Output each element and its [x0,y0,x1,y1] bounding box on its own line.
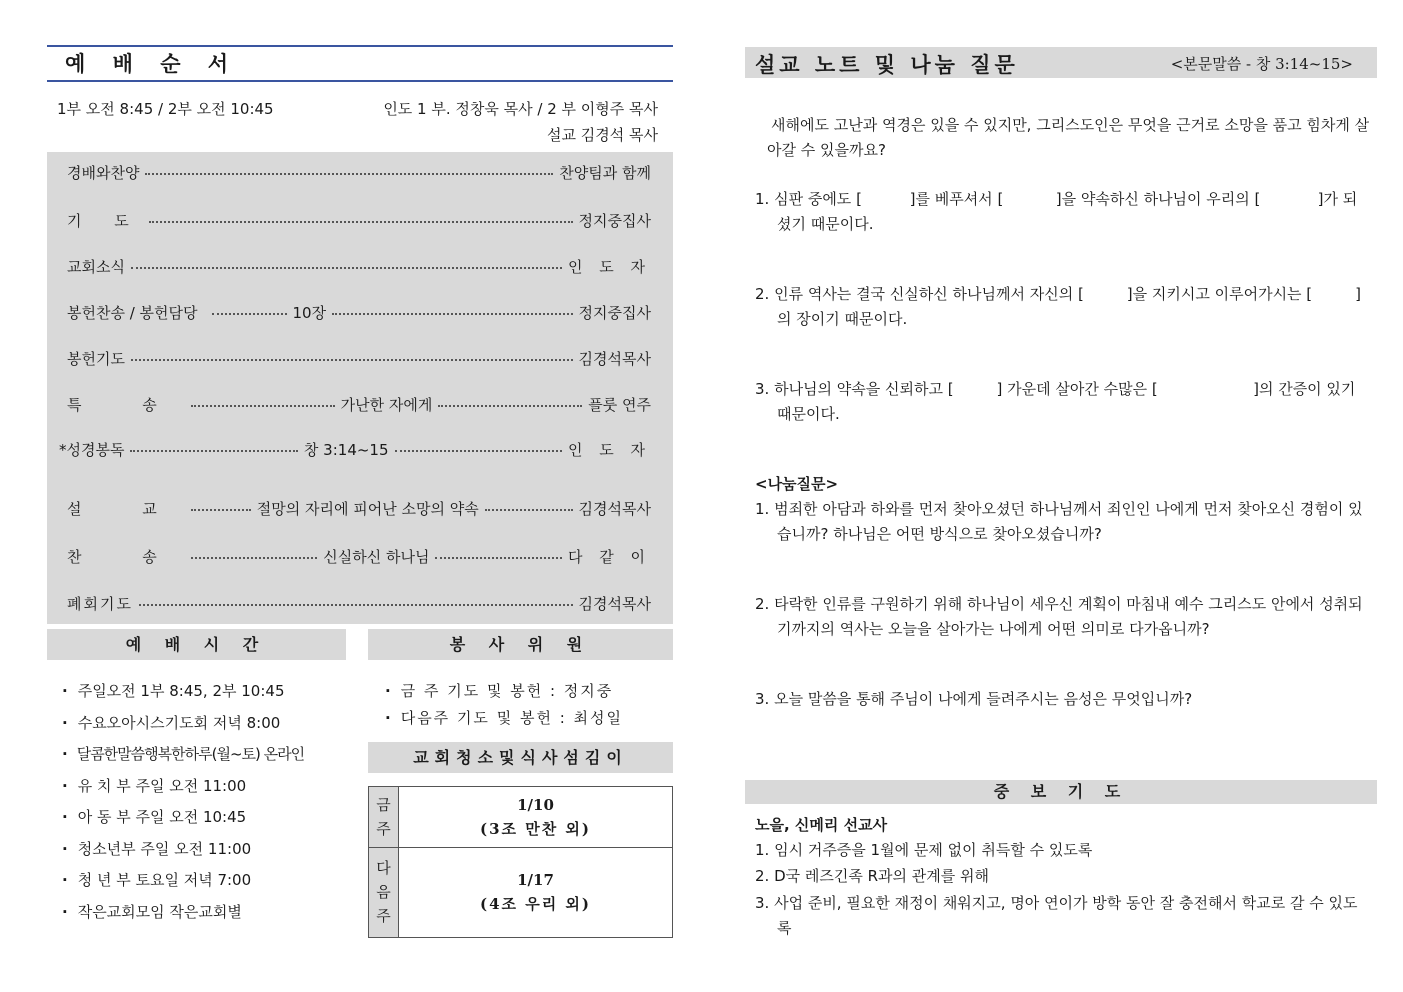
service-leaders: 인도 1 부. 정창욱 목사 / 2 부 이형주 목사 [383,100,658,118]
servants-list [385,680,623,734]
worship-times-list [62,680,304,932]
list-item: · 유 치 부 주일 오전 11:00 [62,775,304,807]
order-row: 특 송 가난한 자에게 플룻 연주 [67,395,652,414]
list-item: · 아 동 부 주일 오전 10:45 [62,806,304,838]
order-row: 봉헌기도 김경석목사 [67,349,651,368]
list-item: · 금 주 기도 및 봉헌 : 정지중 [385,680,623,707]
sermon-title: 설교 노트 및 나눔 질문 [755,53,1019,77]
sermon-header [745,47,1377,78]
sermon-intro: 새해에도 고난과 역경은 있을 수 있지만, 그리스도인은 무엇을 근거로 소망을 품고 힘차게 살아갈 수 있을까요? [767,116,1370,159]
cleaning-assignment: 1/10 (3조 만찬 외) [399,787,673,848]
service-times: 1부 오전 8:45 / 2부 오전 10:45 [57,100,274,118]
prayer-item: 2. D국 레즈긴족 R과의 관계를 위해 [755,867,990,885]
worship-order-title: 예 배 순 서 [47,45,673,82]
list-item: · 수요오아시스기도회 저녁 8:00 [62,712,304,744]
order-row: 찬 송 신실하신 하나님 다 같 이 [67,547,651,566]
prayer-title: 중 보 기 도 [745,780,1377,804]
prayer-item: 3. 사업 준비, 필요한 재정이 채워지고, 명아 연이가 방학 동안 잘 충전해서 학교로 갈 수 있도록 [755,894,1358,937]
sharing-question: 3. 오늘 말씀을 통해 주님이 나에게 들려주시는 음성은 무엇입니까? [755,690,1193,708]
list-item: · 청소년부 주일 오전 11:00 [62,838,304,870]
list-item: · 청 년 부 토요일 저녁 7:00 [62,869,304,901]
worship-order-section [47,45,673,624]
list-item: · 주일오전 1부 8:45, 2부 10:45 [62,680,304,712]
sharing-title: <나눔질문> [755,475,839,493]
servants-title: 봉 사 위 원 [368,629,673,660]
cleaning-title: 교회청소및식사섬김이 [368,742,673,773]
order-row: 폐회기도 김경석목사 [67,594,651,613]
list-item: · 작은교회모임 작은교회별 [62,901,304,933]
service-preacher: 설교 김경석 목사 [547,126,658,144]
sermon-note: 3. 하나님의 약속을 신뢰하고 [ ] 가운데 살아간 수많은 [ ]의 간증이 있기 때문이다. [755,380,1361,423]
sharing-question: 2. 타락한 인류를 구원하기 위해 하나님이 세우신 계획이 마침내 예수 그리스도 안에서 성취되기까지의 역사는 오늘을 살아가는 나에게 어떤 의미로 다가옵니까? [755,595,1363,638]
prayer-missionary-name: 노을, 신메리 선교사 [755,816,888,834]
prayer-item: 1. 임시 거주증을 1월에 문제 없이 취득할 수 있도록 [755,841,1093,859]
list-item: · 달콤한말씀행복한하루(월~토) 온라인 [62,743,304,775]
order-row: 설 교 절망의 자리에 피어난 소망의 약속 김경석목사 [67,499,651,518]
sermon-note: 1. 심판 중에도 [ ]를 베푸셔서 [ ]을 약속하신 하나님이 우리의 [ ]가 되셨기 때문이다. [755,190,1358,233]
worship-times-title: 예 배 시 간 [47,629,346,660]
sermon-note: 2. 인류 역사는 결국 신실하신 하나님께서 자신의 [ ]을 지키시고 이루어가시는 [ ]의 장이기 때문이다. [755,285,1361,328]
cleaning-table [368,786,673,938]
order-row: 봉헌찬송 / 봉헌담당 10장 정지중집사 [67,303,651,322]
order-row: 교회소식 인 도 자 [67,257,651,276]
sharing-question: 1. 범죄한 아담과 하와를 먼저 찾아오셨던 하나님께서 죄인인 나에게 먼저 찾아오신 경험이 있습니까? 하나님은 어떤 방식으로 찾아오셨습니까? [755,500,1363,543]
cleaning-week-label: 금주 [369,787,399,848]
order-row: 기 도 정지중집사 [67,211,651,230]
table-row [369,847,673,937]
service-info [47,82,673,152]
order-row: 경배와찬양 찬양팀과 함께 [67,163,651,182]
cleaning-assignment: 1/17 (4조 우리 외) [399,847,673,937]
sermon-section [745,47,1377,78]
table-row [369,787,673,848]
order-row: *성경봉독 창 3:14~15 인 도 자 [59,440,651,459]
worship-order-list [47,152,673,624]
cleaning-week-label: 다음주 [369,847,399,937]
list-item: · 다음주 기도 및 봉헌 : 최성일 [385,707,623,734]
sermon-reference: <본문말씀 - 창 3:14~15> [1170,55,1353,73]
